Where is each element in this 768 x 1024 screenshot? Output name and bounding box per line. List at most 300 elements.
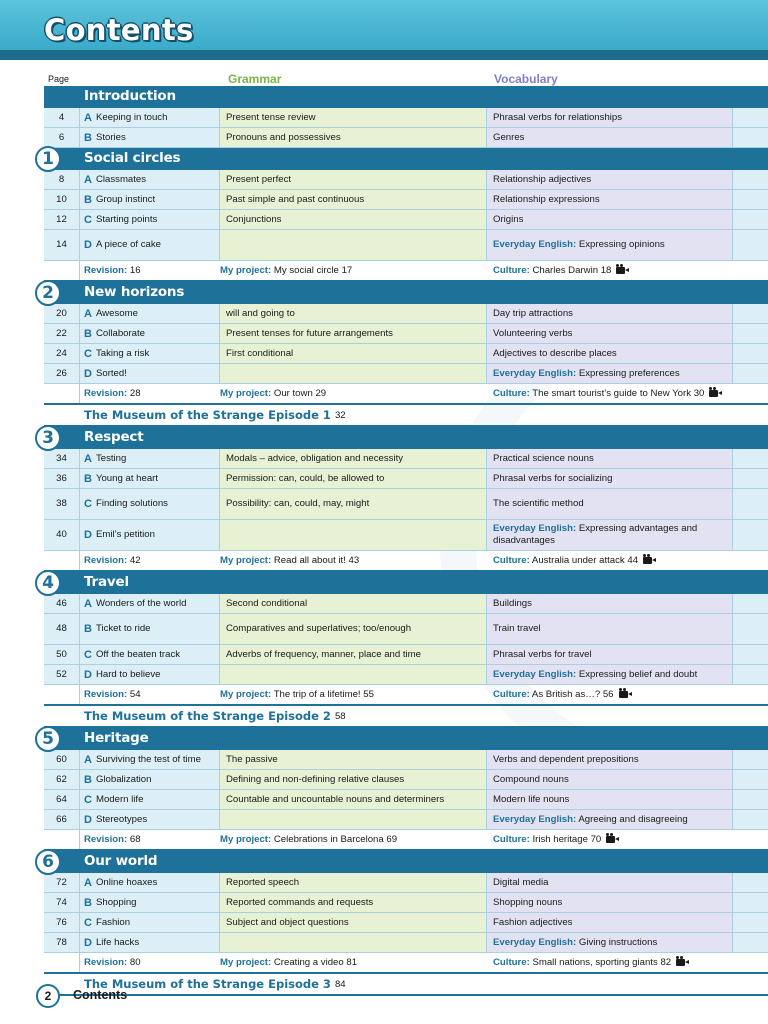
extra-column [733, 770, 768, 789]
lesson-letter: A [84, 111, 92, 124]
unit-title: Introduction [84, 88, 176, 104]
vocabulary-item: Digital media [493, 876, 549, 888]
extra-column [733, 190, 768, 209]
lesson-cell [80, 469, 220, 488]
grammar-cell: Modals – advice, obligation and necessity [220, 449, 487, 468]
project-page: 55 [363, 689, 374, 700]
vocabulary-cell [487, 520, 733, 550]
lesson-letter: C [84, 347, 92, 360]
vocabulary-text [493, 174, 591, 186]
project-label: My project: [220, 957, 272, 968]
everyday-english-label: Everyday English: [493, 523, 577, 534]
revision-ref[interactable] [80, 388, 220, 399]
revision-ref[interactable] [80, 957, 220, 968]
vocabulary-item: Expressing opinions [578, 239, 665, 250]
video-camera-icon [676, 959, 685, 966]
lesson-cell [80, 128, 220, 147]
lesson-row[interactable] [44, 489, 768, 520]
vocabulary-text [493, 754, 639, 766]
lesson-row[interactable] [44, 128, 768, 148]
lesson-page: 64 [44, 790, 80, 809]
culture-page: 30 [693, 388, 705, 399]
column-header-page: Page [48, 74, 70, 84]
project-label: My project: [220, 834, 272, 845]
culture-label: Culture: [493, 265, 530, 276]
extra-column [733, 614, 768, 644]
culture-ref[interactable] [487, 957, 768, 968]
lesson-row[interactable] [44, 893, 768, 913]
lesson-letter: C [84, 498, 92, 510]
culture-label: Culture: [493, 555, 530, 566]
lesson-cell [80, 108, 220, 127]
lesson-letter: C [84, 648, 92, 661]
grammar-cell: Second conditional [220, 594, 487, 613]
revision-label: Revision: [84, 265, 128, 276]
unit-footer [44, 685, 768, 706]
extra-column [733, 489, 768, 519]
lesson-letter: B [84, 193, 92, 206]
footer-spacer [44, 830, 80, 849]
lesson-row[interactable] [44, 645, 768, 665]
museum-episode-row[interactable] [44, 706, 768, 728]
lesson-letter: C [84, 916, 92, 929]
unit-header [44, 427, 768, 449]
grammar-cell: Possibility: can, could, may, might [220, 489, 487, 519]
lesson-title: Finding solutions [95, 498, 168, 509]
lesson-row[interactable] [44, 790, 768, 810]
lesson-row[interactable] [44, 324, 768, 344]
culture-ref[interactable] [487, 265, 768, 276]
lesson-title: Modern life [95, 793, 144, 805]
page-title: Contents [44, 13, 194, 47]
project-page: 69 [386, 834, 398, 845]
lesson-letter: A [84, 307, 92, 320]
page-number: 2 [36, 984, 60, 1008]
vocabulary-item: Buildings [493, 597, 532, 609]
extra-column [733, 810, 768, 829]
vocabulary-cell [487, 344, 733, 363]
video-camera-icon [616, 267, 625, 274]
lesson-row[interactable] [44, 170, 768, 190]
vocabulary-cell [487, 108, 733, 127]
culture-page: 18 [600, 265, 612, 276]
grammar-cell [220, 665, 487, 684]
culture-page: 82 [660, 957, 672, 968]
vocabulary-text [493, 794, 569, 806]
culture-label: Culture: [493, 834, 530, 845]
footer-spacer [44, 685, 80, 704]
culture-ref[interactable] [487, 388, 768, 399]
lesson-letter: B [84, 623, 92, 635]
vocabulary-cell [487, 770, 733, 789]
vocabulary-cell [487, 614, 733, 644]
extra-column [733, 170, 768, 189]
lesson-title: Young at heart [95, 472, 159, 484]
lesson-title: Stories [95, 131, 126, 143]
grammar-cell: will and going to [220, 304, 487, 323]
revision-ref[interactable] [80, 555, 220, 566]
project-page: 17 [341, 265, 353, 276]
vocabulary-cell [487, 489, 733, 519]
project-ref[interactable] [220, 388, 487, 399]
vocabulary-item: Train travel [493, 623, 541, 634]
vocabulary-text [493, 814, 688, 826]
lesson-cell [80, 810, 220, 829]
lesson-letter: D [84, 529, 92, 541]
vocabulary-cell [487, 913, 733, 932]
lesson-title: Surviving the test of time [95, 753, 201, 765]
lesson-page: 74 [44, 893, 80, 912]
lesson-row[interactable] [44, 304, 768, 324]
vocabulary-cell [487, 893, 733, 912]
lesson-page: 52 [44, 665, 80, 684]
lesson-cell [80, 665, 220, 684]
lesson-row[interactable] [44, 210, 768, 230]
unit-number-badge: 6 [35, 849, 61, 875]
vocabulary-cell [487, 469, 733, 488]
episode-page: 58 [334, 710, 346, 722]
culture-ref[interactable] [487, 834, 768, 845]
vocabulary-text [493, 453, 594, 465]
lesson-row[interactable] [44, 449, 768, 469]
revision-ref[interactable] [80, 689, 220, 700]
vocabulary-text [493, 239, 665, 251]
vocabulary-text [493, 623, 541, 635]
vocabulary-cell [487, 364, 733, 383]
lesson-page: 76 [44, 913, 80, 932]
footer-spacer [44, 261, 80, 280]
revision-ref[interactable] [80, 265, 220, 276]
lesson-cell [80, 449, 220, 468]
vocabulary-text [493, 194, 600, 206]
lesson-title: Starting points [95, 213, 158, 225]
extra-column [733, 933, 768, 952]
lesson-page: 8 [44, 170, 80, 189]
grammar-cell [220, 810, 487, 829]
contents-table [44, 86, 768, 996]
everyday-english-label: Everyday English: [493, 813, 577, 825]
culture-title: Charles Darwin [532, 265, 599, 276]
grammar-cell: Adverbs of frequency, manner, place and time [220, 645, 487, 664]
vocabulary-item: Expressing preferences [578, 367, 680, 379]
vocabulary-text [493, 669, 697, 681]
unit-number-badge: 3 [35, 425, 61, 451]
lesson-page: 24 [44, 344, 80, 363]
grammar-cell: Comparatives and superlatives; too/enough [220, 614, 487, 644]
unit-header [44, 282, 768, 304]
vocabulary-text [493, 937, 657, 949]
vocabulary-text [493, 649, 592, 661]
extra-column [733, 520, 768, 550]
lesson-cell [80, 344, 220, 363]
vocabulary-item: The scientific method [493, 498, 584, 509]
extra-column [733, 324, 768, 343]
lesson-cell [80, 230, 220, 260]
unit-footer [44, 384, 768, 405]
extra-column [733, 893, 768, 912]
grammar-cell: Reported commands and requests [220, 893, 487, 912]
lesson-letter: A [84, 753, 92, 766]
grammar-cell: Conjunctions [220, 210, 487, 229]
revision-label: Revision: [84, 555, 128, 566]
lesson-page: 50 [44, 645, 80, 664]
extra-column [733, 913, 768, 932]
episode-page: 84 [334, 978, 346, 990]
lesson-letter: B [84, 896, 92, 909]
lesson-title: Wonders of the world [95, 597, 187, 609]
vocabulary-text [493, 368, 680, 380]
culture-ref[interactable] [487, 555, 768, 566]
lesson-title: Ticket to ride [95, 623, 151, 634]
grammar-cell [220, 933, 487, 952]
lesson-row[interactable] [44, 230, 768, 261]
unit-title: Social circles [84, 150, 181, 166]
lesson-page: 14 [44, 230, 80, 260]
project-page: 81 [346, 957, 358, 968]
culture-page: 44 [627, 555, 639, 566]
project-page: 29 [315, 388, 327, 399]
video-camera-icon [709, 390, 718, 397]
lesson-cell [80, 304, 220, 323]
vocabulary-item: Phrasal verbs for travel [493, 648, 592, 660]
lesson-letter: A [84, 452, 92, 465]
culture-ref[interactable] [487, 689, 768, 700]
lesson-cell [80, 170, 220, 189]
vocabulary-cell [487, 128, 733, 147]
grammar-cell: Defining and non-defining relative clauses [220, 770, 487, 789]
vocabulary-item: Volunteering verbs [493, 327, 573, 339]
revision-label: Revision: [84, 689, 128, 700]
lesson-row[interactable] [44, 614, 768, 645]
vocabulary-text [493, 774, 569, 786]
vocabulary-cell [487, 790, 733, 809]
vocabulary-item: Expressing advantages and disadvantages [493, 523, 698, 546]
vocabulary-cell [487, 324, 733, 343]
extra-column [733, 873, 768, 892]
episode-title: The Museum of the Strange Episode 2 [84, 709, 331, 723]
project-title: Our town [273, 388, 313, 399]
vocabulary-text [493, 917, 572, 929]
revision-page: 42 [129, 555, 141, 566]
video-camera-icon [619, 691, 628, 698]
lesson-cell [80, 594, 220, 613]
revision-ref[interactable] [80, 834, 220, 845]
culture-page: 56 [602, 689, 614, 700]
vocabulary-text [493, 897, 562, 909]
museum-episode-row[interactable] [44, 405, 768, 427]
lesson-row[interactable] [44, 344, 768, 364]
vocabulary-text [493, 877, 548, 889]
lesson-letter: B [84, 472, 92, 485]
vocabulary-item: Relationship expressions [493, 193, 600, 205]
lesson-row[interactable] [44, 108, 768, 128]
lesson-row[interactable] [44, 873, 768, 893]
column-header-vocabulary: Vocabulary [494, 72, 558, 86]
extra-column [733, 750, 768, 769]
lesson-letter: D [84, 936, 92, 949]
footer-spacer [44, 551, 80, 570]
lesson-cell [80, 520, 220, 550]
grammar-cell: Permission: can, could, be allowed to [220, 469, 487, 488]
everyday-english-label: Everyday English: [493, 668, 577, 680]
lesson-row[interactable] [44, 520, 768, 551]
vocabulary-item: Giving instructions [578, 936, 658, 948]
project-title: The trip of a lifetime! [273, 689, 361, 700]
lesson-row[interactable] [44, 469, 768, 489]
project-ref[interactable] [220, 555, 487, 566]
unit-title: Respect [84, 429, 144, 445]
lesson-row[interactable] [44, 364, 768, 384]
lesson-page: 48 [44, 614, 80, 644]
lesson-row[interactable] [44, 750, 768, 770]
lesson-title: Keeping in touch [95, 111, 168, 123]
lesson-row[interactable] [44, 770, 768, 790]
lesson-title: Shopping [95, 896, 137, 908]
everyday-english-label: Everyday English: [493, 239, 577, 250]
lesson-page: 22 [44, 324, 80, 343]
lesson-title: Testing [95, 452, 127, 464]
lesson-page: 62 [44, 770, 80, 789]
unit-title: Our world [84, 853, 158, 869]
culture-title: Irish heritage [532, 834, 588, 845]
vocabulary-cell [487, 304, 733, 323]
lesson-row[interactable] [44, 933, 768, 953]
culture-page: 70 [590, 834, 602, 845]
project-label: My project: [220, 555, 272, 566]
unit-footer [44, 261, 768, 282]
vocabulary-cell [487, 933, 733, 952]
lesson-cell [80, 324, 220, 343]
lesson-cell [80, 750, 220, 769]
vocabulary-cell [487, 170, 733, 189]
lesson-title: Taking a risk [95, 347, 150, 359]
lesson-title: A piece of cake [95, 239, 162, 250]
vocabulary-item: Genres [493, 131, 525, 143]
extra-column [733, 364, 768, 383]
unit-header [44, 572, 768, 594]
lesson-title: Fashion [95, 916, 131, 928]
lesson-row[interactable] [44, 810, 768, 830]
lesson-cell [80, 790, 220, 809]
vocabulary-text [493, 112, 622, 124]
culture-title: As British as…? [531, 689, 601, 700]
vocabulary-cell [487, 810, 733, 829]
lesson-page: 6 [44, 128, 80, 147]
vocabulary-item: Verbs and dependent prepositions [493, 753, 639, 765]
vocabulary-item: Shopping nouns [493, 896, 563, 908]
video-camera-icon [606, 836, 615, 843]
lesson-cell [80, 913, 220, 932]
lesson-cell [80, 873, 220, 892]
unit-number-badge: 1 [35, 146, 61, 172]
museum-episode-row[interactable] [44, 974, 768, 996]
vocabulary-item: Phrasal verbs for relationships [493, 111, 623, 123]
episode-title: The Museum of the Strange Episode 1 [84, 408, 331, 422]
grammar-cell: Present tense review [220, 108, 487, 127]
lesson-cell [80, 933, 220, 952]
lesson-row[interactable] [44, 913, 768, 933]
lesson-cell [80, 210, 220, 229]
culture-label: Culture: [493, 957, 530, 968]
lesson-title: Online hoaxes [95, 876, 158, 888]
vocabulary-item: Origins [493, 213, 524, 225]
lesson-title: Globalization [95, 773, 152, 785]
grammar-cell: Present perfect [220, 170, 487, 189]
extra-column [733, 230, 768, 260]
vocabulary-cell [487, 665, 733, 684]
lesson-cell [80, 364, 220, 383]
culture-label: Culture: [493, 388, 530, 399]
vocabulary-item: Day trip attractions [493, 307, 573, 319]
unit-footer [44, 830, 768, 851]
lesson-title: Awesome [95, 307, 138, 319]
lesson-page: 66 [44, 810, 80, 829]
lesson-page: 38 [44, 489, 80, 519]
extra-column [733, 790, 768, 809]
lesson-row[interactable] [44, 665, 768, 685]
project-ref[interactable] [220, 834, 487, 845]
lesson-title: Collaborate [95, 327, 146, 339]
grammar-cell: First conditional [220, 344, 487, 363]
column-header-grammar: Grammar [228, 72, 282, 86]
lesson-cell [80, 190, 220, 209]
unit-header [44, 148, 768, 170]
vocabulary-text [493, 523, 732, 547]
unit-header [44, 86, 768, 108]
lesson-title: Group instinct [95, 193, 156, 205]
lesson-page: 46 [44, 594, 80, 613]
vocabulary-text [493, 214, 523, 226]
lesson-row[interactable] [44, 594, 768, 614]
vocabulary-item: Compound nouns [493, 773, 569, 785]
lesson-letter: A [84, 597, 92, 610]
lesson-page: 72 [44, 873, 80, 892]
grammar-cell [220, 230, 487, 260]
vocabulary-item: Expressing belief and doubt [578, 668, 698, 680]
culture-title: Australia under attack [531, 555, 625, 566]
grammar-cell [220, 364, 487, 383]
lesson-letter: B [84, 131, 92, 144]
lesson-title: Classmates [95, 173, 147, 185]
vocabulary-text [493, 328, 572, 340]
project-ref[interactable] [220, 689, 487, 700]
lesson-page: 12 [44, 210, 80, 229]
everyday-english-label: Everyday English: [493, 936, 577, 948]
project-ref[interactable] [220, 957, 487, 968]
culture-title: Small nations, sporting giants [532, 957, 658, 968]
lesson-cell [80, 770, 220, 789]
revision-page: 28 [129, 388, 141, 399]
unit-footer [44, 551, 768, 572]
episode-page: 32 [334, 409, 346, 421]
project-ref[interactable] [220, 265, 487, 276]
footer-label: Contents [73, 988, 128, 1002]
unit-title: Travel [84, 574, 129, 590]
lesson-letter: A [84, 876, 92, 889]
extra-column [733, 108, 768, 127]
lesson-letter: D [84, 813, 92, 826]
extra-column [733, 304, 768, 323]
project-title: Creating a video [273, 957, 344, 968]
culture-label: Culture: [493, 689, 530, 700]
unit-number-badge: 2 [35, 280, 61, 306]
vocabulary-item: Adjectives to describe places [493, 347, 617, 359]
lesson-page: 4 [44, 108, 80, 127]
grammar-cell [220, 520, 487, 550]
lesson-row[interactable] [44, 190, 768, 210]
vocabulary-item: Relationship adjectives [493, 173, 592, 185]
revision-page: 16 [129, 265, 141, 276]
